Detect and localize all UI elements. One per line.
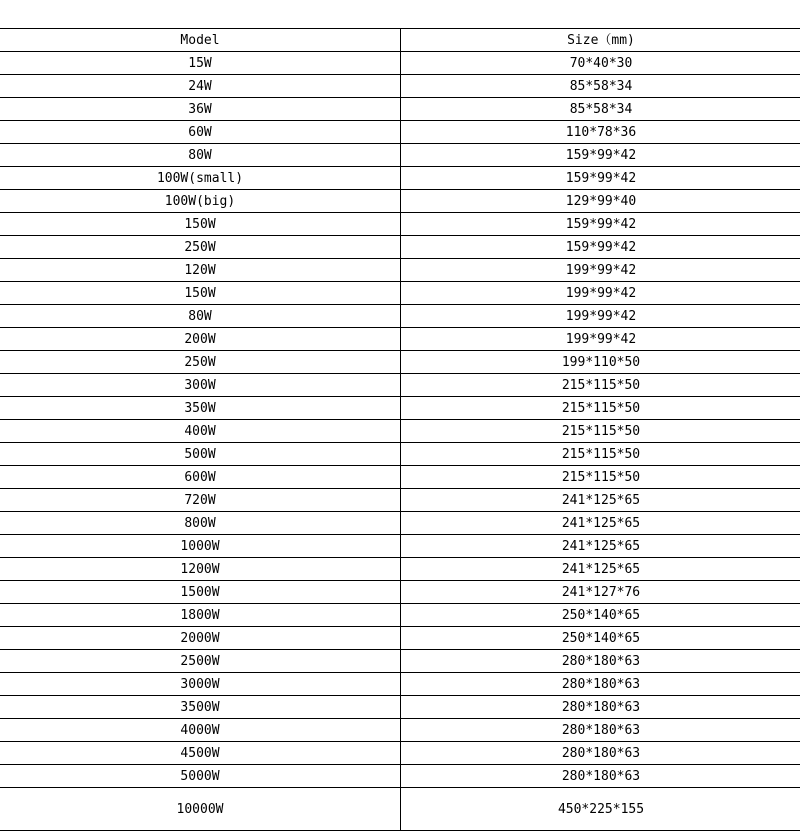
- size-cell: 280*180*63: [401, 719, 800, 742]
- model-cell: 15W: [0, 52, 401, 75]
- table-row: [0, 98, 800, 121]
- size-cell: 159*99*42: [401, 236, 800, 259]
- model-cell: 720W: [0, 489, 401, 512]
- table-row: [0, 282, 800, 305]
- model-cell: 120W: [0, 259, 401, 282]
- table-row: [0, 167, 800, 190]
- table-row: [0, 673, 800, 696]
- size-cell: 70*40*30: [401, 52, 800, 75]
- table-row: [0, 604, 800, 627]
- model-cell: 350W: [0, 397, 401, 420]
- table-row: [0, 512, 800, 535]
- size-cell: 199*99*42: [401, 328, 800, 351]
- table-row: [0, 374, 800, 397]
- model-cell: 4500W: [0, 742, 401, 765]
- size-cell: 215*115*50: [401, 374, 800, 397]
- size-cell: 215*115*50: [401, 420, 800, 443]
- size-cell: 110*78*36: [401, 121, 800, 144]
- size-cell: 199*110*50: [401, 351, 800, 374]
- table-row: [0, 213, 800, 236]
- table-row: [0, 489, 800, 512]
- model-cell: 200W: [0, 328, 401, 351]
- table-row: [0, 144, 800, 167]
- table-row: [0, 742, 800, 765]
- table-header: [0, 29, 800, 52]
- table-row: [0, 397, 800, 420]
- table-row: [0, 788, 800, 831]
- size-cell: 241*127*76: [401, 581, 800, 604]
- size-cell: 85*58*34: [401, 98, 800, 121]
- size-cell: 280*180*63: [401, 673, 800, 696]
- size-cell: 199*99*42: [401, 305, 800, 328]
- model-cell: 36W: [0, 98, 401, 121]
- table-row: [0, 627, 800, 650]
- model-cell: 1200W: [0, 558, 401, 581]
- size-cell: 280*180*63: [401, 765, 800, 788]
- table-row: [0, 351, 800, 374]
- table-row: [0, 328, 800, 351]
- model-cell: 5000W: [0, 765, 401, 788]
- table-row: [0, 420, 800, 443]
- model-cell: 1500W: [0, 581, 401, 604]
- size-cell: 215*115*50: [401, 466, 800, 489]
- table-row: [0, 650, 800, 673]
- model-size-table: [0, 28, 800, 831]
- size-cell: 280*180*63: [401, 696, 800, 719]
- model-cell: 150W: [0, 282, 401, 305]
- model-cell: 1800W: [0, 604, 401, 627]
- table-row: [0, 305, 800, 328]
- size-cell: 85*58*34: [401, 75, 800, 98]
- size-cell: 250*140*65: [401, 604, 800, 627]
- size-cell: 450*225*155: [401, 788, 800, 831]
- model-cell: 250W: [0, 236, 401, 259]
- table-row: [0, 75, 800, 98]
- size-column-header: Size（mm): [401, 29, 800, 52]
- size-cell: 241*125*65: [401, 489, 800, 512]
- size-cell: 250*140*65: [401, 627, 800, 650]
- size-cell: 241*125*65: [401, 535, 800, 558]
- table-row: [0, 190, 800, 213]
- model-cell: 10000W: [0, 788, 401, 831]
- table-row: [0, 558, 800, 581]
- model-cell: 80W: [0, 144, 401, 167]
- table-row: [0, 466, 800, 489]
- table-row: [0, 443, 800, 466]
- model-cell: 800W: [0, 512, 401, 535]
- model-cell: 150W: [0, 213, 401, 236]
- model-cell: 2500W: [0, 650, 401, 673]
- table-body: [0, 52, 800, 831]
- table-row: [0, 535, 800, 558]
- model-cell: 400W: [0, 420, 401, 443]
- size-cell: 199*99*42: [401, 282, 800, 305]
- size-cell: 280*180*63: [401, 742, 800, 765]
- size-cell: 199*99*42: [401, 259, 800, 282]
- model-cell: 100W(small): [0, 167, 401, 190]
- table-row: [0, 236, 800, 259]
- size-cell: 241*125*65: [401, 512, 800, 535]
- model-cell: 300W: [0, 374, 401, 397]
- table-row: [0, 696, 800, 719]
- table-row: [0, 765, 800, 788]
- size-cell: 159*99*42: [401, 167, 800, 190]
- model-cell: 4000W: [0, 719, 401, 742]
- model-cell: 2000W: [0, 627, 401, 650]
- size-cell: 215*115*50: [401, 397, 800, 420]
- size-cell: 129*99*40: [401, 190, 800, 213]
- size-cell: 159*99*42: [401, 213, 800, 236]
- table-row: [0, 719, 800, 742]
- model-cell: 1000W: [0, 535, 401, 558]
- table-row: [0, 581, 800, 604]
- model-cell: 24W: [0, 75, 401, 98]
- table-row: [0, 121, 800, 144]
- size-cell: 215*115*50: [401, 443, 800, 466]
- model-cell: 80W: [0, 305, 401, 328]
- size-cell: 241*125*65: [401, 558, 800, 581]
- model-cell: 250W: [0, 351, 401, 374]
- model-column-header: Model: [0, 29, 401, 52]
- model-cell: 600W: [0, 466, 401, 489]
- table-row: [0, 52, 800, 75]
- header-row: [0, 29, 800, 52]
- model-cell: 100W(big): [0, 190, 401, 213]
- model-cell: 3500W: [0, 696, 401, 719]
- model-cell: 3000W: [0, 673, 401, 696]
- size-cell: 280*180*63: [401, 650, 800, 673]
- table-row: [0, 259, 800, 282]
- model-cell: 500W: [0, 443, 401, 466]
- size-cell: 159*99*42: [401, 144, 800, 167]
- model-cell: 60W: [0, 121, 401, 144]
